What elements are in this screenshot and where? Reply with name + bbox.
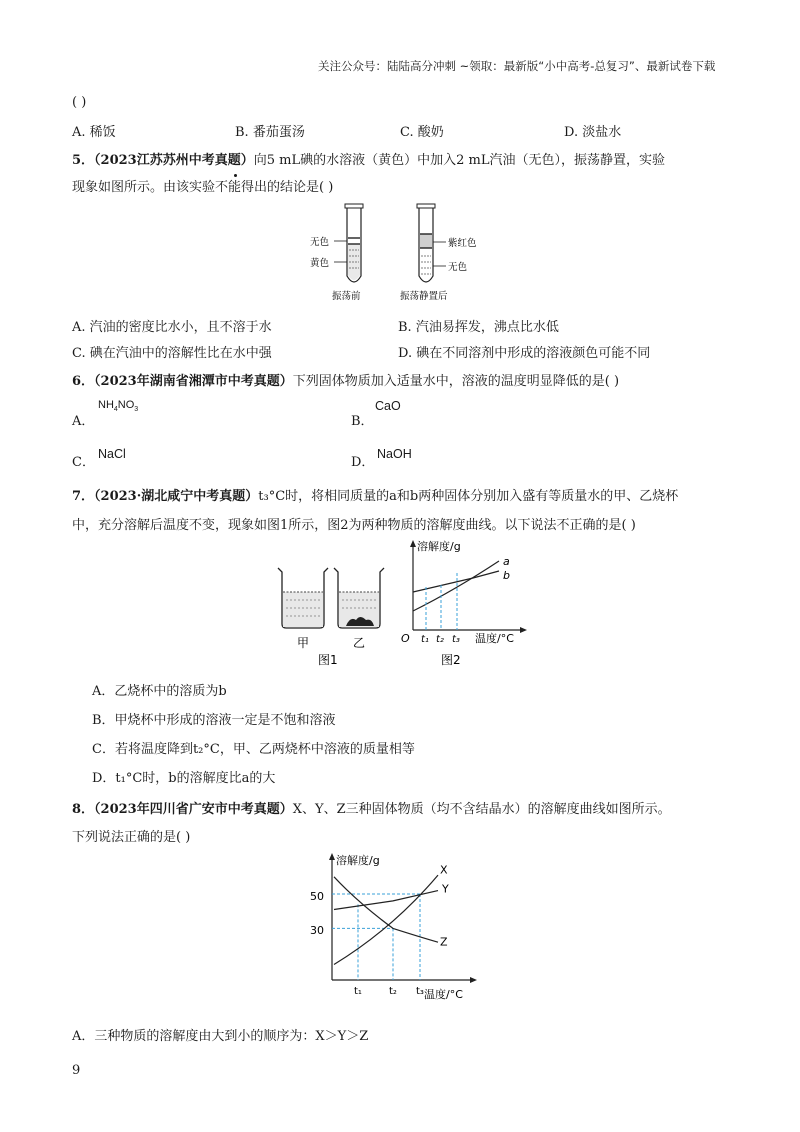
curve-x (334, 875, 438, 964)
q8-ytick-50: 50 (310, 890, 324, 903)
q5-number: 5． (72, 153, 95, 168)
q7-number: 7． (72, 489, 95, 504)
q6-stem-text: 下列固体物质加入适量水中，溶液的温度明显降低的是( ) (292, 374, 620, 389)
q7-solubility-chart (395, 538, 535, 670)
q7-option-d: D．t₁°C时，b的溶解度比a的大 (92, 771, 276, 786)
formula-sub: 3 (134, 406, 139, 414)
label-after-top: 紫红色 (448, 238, 477, 249)
beaker-jia (278, 568, 328, 650)
before-test-tube (310, 204, 363, 302)
q4-option-c: C. 酸奶 (400, 125, 444, 140)
q7-source: （2023·湖北咸宁中考真题） (94, 489, 259, 504)
q8-xtick-t3: t₃ (416, 986, 424, 997)
q5-stem-c: 能得出的结论是( ) (228, 180, 334, 195)
q8-ylabel: 溶解度/g (336, 854, 380, 867)
figure2-caption: 图2 (441, 653, 461, 667)
q5-emphasis-char: 不 (215, 180, 229, 195)
fig2-tick-t2: t₂ (436, 634, 444, 645)
q8-number: 8． (72, 802, 95, 817)
q7-stem-line2: 中，充分溶解后温度不变，现象如图1所示，图2为两种物质的溶解度曲线。以下说法不正确的是( ) (72, 518, 636, 533)
q5-option-d: D. 碘在不同溶剂中形成的溶液颜色可能不同 (398, 346, 651, 361)
q6-number: 6． (72, 374, 95, 389)
q8-xtick-t1: t₁ (354, 986, 362, 997)
q8-stem-line1 (72, 798, 671, 817)
series-label-z: Z (440, 935, 448, 949)
label-after-bottom: 无色 (448, 262, 468, 273)
label-before-bottom: 黄色 (310, 258, 330, 269)
q8-solubility-chart (300, 848, 500, 1008)
q8-ytick-30: 30 (310, 924, 324, 937)
q4-option-d: D. 淡盐水 (564, 125, 622, 140)
fig2-ylabel: 溶解度/g (417, 540, 461, 553)
q7-stem-a: t₃°C时，将相同质量的a和b两种固体分别加入盛有等质量水的甲、乙烧杯 (258, 489, 679, 504)
q5-test-tube-figure (300, 198, 500, 308)
caption-after: 振荡静置后 (400, 291, 448, 302)
q5-source: （2023江苏苏州中考真题） (94, 153, 254, 168)
q5-stem-line1 (72, 149, 665, 168)
caption-before: 振荡前 (332, 291, 361, 302)
q8-plot-area (332, 863, 449, 980)
q8-stem-line2: 下列说法正确的是( ) (72, 830, 191, 845)
q8-stem-a: X、Y、Z三种固体物质（均不含结晶水）的溶解度曲线如图所示。 (292, 802, 671, 817)
figure1-caption: 图1 (318, 653, 338, 667)
curve-label-a: a (503, 555, 510, 568)
q5-stem-b: 现象如图所示。由该实验 (72, 180, 216, 195)
q4-option-a: A. 稀饭 (72, 125, 116, 140)
q6-option-b-letter: B． (351, 414, 374, 429)
q6-option-c-letter: C． (72, 455, 95, 470)
q6-option-b-formula: CaO (375, 399, 401, 413)
beaker-yi (334, 568, 384, 650)
q6-option-d-letter: D． (351, 455, 375, 470)
q7-option-a: A．乙烧杯中的溶质为b (92, 684, 227, 699)
q5-stem-a: 向5 mL碘的水溶液（黄色）中加入2 mL汽油（无色），振荡静置，实验 (253, 153, 665, 168)
q5-stem-line2 (72, 176, 333, 195)
q5-option-a: A. 汽油的密度比水小，且不溶于水 (72, 320, 272, 335)
curve-z (334, 877, 438, 942)
q7-option-b: B．甲烧杯中形成的溶液一定是不饱和溶液 (92, 713, 336, 728)
series-label-x: X (440, 863, 448, 877)
q4-option-b: B. 番茄蛋汤 (235, 125, 305, 140)
series-label-y: Y (442, 882, 449, 896)
formula-part: NO (117, 399, 135, 411)
page-number: 9 (72, 1063, 81, 1078)
fig2-tick-t3: t₃ (452, 634, 460, 645)
beaker-label-jia: 甲 (297, 636, 310, 650)
q7-option-c: C．若将温度降到t₂°C，甲、乙两烧杯中溶液的质量相等 (92, 742, 415, 757)
q6-option-a-letter: A． (72, 414, 95, 429)
q8-source: （2023年四川省广安市中考真题） (94, 802, 293, 817)
q6-option-c-formula: NaCl (98, 447, 126, 461)
label-before-top: 无色 (310, 237, 330, 248)
q7-beaker-figure (270, 560, 390, 670)
q5-option-b: B. 汽油易挥发，沸点比水低 (398, 320, 559, 335)
q5-option-c: C. 碘在汽油中的溶解性比在水中强 (72, 346, 272, 361)
q6-option-d-formula: NaOH (377, 447, 412, 461)
formula-part: NH (98, 399, 114, 411)
q7-stem-line1 (72, 485, 678, 504)
fig2-tick-t1: t₁ (421, 634, 429, 645)
q6-stem (72, 370, 619, 389)
page-header: 关注公众号：陆陆高分冲刺 ~领取：最新版“小中高考-总复习”、最新试卷下载 (318, 59, 716, 73)
fig2-xlabel: 温度/°C (475, 632, 514, 645)
emphasis-dot (234, 174, 237, 177)
x-axis-arrow (470, 977, 477, 983)
q4-bracket: ( ) (72, 95, 87, 110)
q8-xtick-t2: t₂ (389, 986, 397, 997)
formula-sub: 4 (113, 406, 118, 414)
q6-source: （2023年湖南省湘潭市中考真题） (94, 374, 293, 389)
after-test-tube (400, 204, 477, 302)
q6-option-a-formula (98, 399, 138, 413)
y-axis-arrow (329, 853, 335, 860)
fig2-origin: O (401, 632, 410, 645)
beaker-label-yi: 乙 (353, 636, 366, 650)
q8-xlabel: 温度/°C (424, 988, 463, 1001)
q8-option-a: A．三种物质的溶解度由大到小的顺序为：X＞Y＞Z (72, 1029, 369, 1044)
curve-label-b: b (503, 569, 510, 582)
